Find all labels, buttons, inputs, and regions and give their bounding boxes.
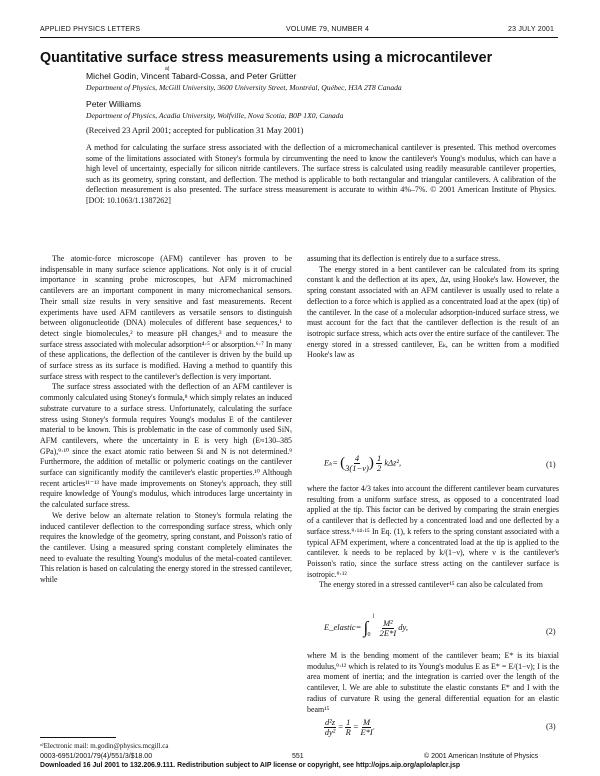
- left-column: [40, 254, 292, 586]
- right-paragraph-0: assuming that its deflection is entirely due to a surface stress.: [307, 254, 501, 263]
- footnote-email: ᵃ⁾Electronic mail: m.godin@physics.mcgill.ca: [40, 742, 169, 750]
- eq3-num3: M: [363, 717, 371, 727]
- eq3-den1: dy²: [324, 727, 336, 737]
- eq1-lhs: Eₖ=: [324, 457, 339, 468]
- affiliation-2: Department of Physics, Acadia University, Wolfville, Nova Scotia, B0P 1X0, Canada: [86, 111, 344, 120]
- equation-1: Eₖ= ( $\frac{4}{3(1-\nu)}$ ) $\frac{1}{2}$ kΔz²,: [324, 453, 402, 473]
- eq3-den2: R: [345, 727, 351, 737]
- right-paragraph-4: where M is the bending moment of the cantilever beam; E* is its biaxial modulus,⁹·¹² which is related to its Young's modulus E as E* = E/(1−ν); I is the area moment of inertia; and the integration is carried over the length of the cantilever, l. We are able to substitute the elastic constants E* and I with the radius of curvature R using the general differential equation for an elastic beam¹⁵: [307, 651, 559, 714]
- right-paragraph-2: where the factor 4/3 takes into account the different cantilever beam curvatures resulting from a uniform surface stress, as opposed to a concentrated load applied at the tip. This factor can be derived by comparing the strain energies of a cantilever that is deflected by a concentrated load and one deflected by a surface stress.⁹·¹⁴·¹⁵ In Eq. (1), k refers to the spring constant associated with a typical AFM experiment, where a concentrated load at the tip is applied to the cantilever. k needs to be replaced by k/(1−ν), where ν is the cantilever's Poisson's ratio, since the surface stress acting on the cantilever surface is isotropic.⁹·¹²: [307, 484, 559, 579]
- right-column-top: [307, 254, 559, 361]
- left-paragraph-2: The surface stress associated with the deflection of an AFM cantilever is commonly calculated using Stoney's formula,⁸ which simply relates an induced substrate curvature to a surface stress. Unfortunately, calculating the surface stress using Stoney's formula requires Young's modulus E of the cantilever material to be known. This is problematic in the case of commonly used SiNₓ AFM cantilevers, where the uncertainty in E is very high (E≈130–385 GPa),⁹·¹⁰ since the exact atomic ratio between Si and N is not determined.⁹ Furthermore, the addition of metallic or polymeric coatings on the cantilever surface can significantly modify the cantilever's elastic properties.¹⁰ Although recent articles¹¹⁻¹³ have made improvements on Stoney's approach, they still require knowledge of Young's modulus, which introduces large uncertainty in the calculated surface stress.: [40, 382, 292, 510]
- eq1-num2: 1: [376, 453, 382, 463]
- eq2-lower-limit: 0: [367, 632, 371, 638]
- eq2-num: M²: [383, 617, 393, 628]
- affiliation-1: Department of Physics, McGill University, 3600 University Street, Montréal, Québec, H3A 2T8 Canada: [86, 83, 402, 92]
- eq3-num2: 1: [346, 717, 351, 727]
- page-number: 551: [292, 753, 304, 760]
- equation-3: $\frac{\text{d²z}}{\text{dy²}}$ = $\frac{1}{R}$ = $\frac{M}{E*I}$ .: [324, 717, 375, 737]
- footer-code: 0003-6951/2001/79(4)/551/3/$18.00: [40, 753, 153, 760]
- equation-2-number: (2): [546, 627, 556, 636]
- right-paragraph-1: The energy stored in a bent cantilever can be calculated from its spring constant k and the deflection at its apex, Δz, using Hooke's law. However, the spring constant associated with an AFM cantilever is usually used to relate a deflection to a force which is applied as a concentrated load at the apex (tip) of the cantilever. In the case of a molecular adsorption-induced surface stress, we must account for the fact that the cantilever deflection is the result of an isotropic surface stress, which acts over the entire surface of the cantilever. The energy stored in a stressed cantilever, Eₖ, can be written from a modified Hooke's law as: [307, 264, 559, 360]
- eq1-den1: 3(1−ν): [345, 463, 369, 473]
- left-paragraph-1: The atomic-force microscope (AFM) cantilever has proven to be indispensable in many surface science applications. Not only is it of crucial importance in scanning probe microscopes, but AFM micromachined cantilevers are an important component in many micromechanical sensors. Their small size results in very sensitive and fast measurements. Recent experiments have used AFM cantilevers as versatile sensors to distinguish between oligonucleotide (DNA) molecules of different base sequences,¹ to detect single biomolecules,² to measure pH changes,³ and to measure the surface stress associated with molecular adsorption⁴·⁵ or absorption.⁶·⁷ In many of these applications, the deflection of the cantilever is driven by the build up of surface stress as its surface is modified. Having a method to quantify this surface stress with respect to the cantilever's deflection is very important.: [40, 254, 292, 381]
- right-paragraph-3: The energy stored in a stressed cantilever¹⁵ can also be calculated from: [319, 580, 543, 590]
- eq2-integral: ∫: [363, 618, 369, 637]
- issue-date: 23 JULY 2001: [508, 26, 555, 33]
- equation-1-number: (1): [546, 460, 556, 469]
- equation-2: [324, 614, 408, 638]
- received-dates: (Received 23 April 2001; accepted for publication 31 May 2001): [86, 126, 304, 135]
- eq1-den2: 2: [376, 463, 382, 473]
- eq3-den3: E*I: [360, 727, 373, 737]
- header-rule: [40, 37, 558, 38]
- left-paragraph-3: We derive below an alternate relation to Stoney's formula relating the induced cantilever deflection to the corresponding surface stress, which only requires the knowledge of the geometry, spring constant, and Poisson's ratio of the cantilever. Using a measured spring constant completely eliminates the need to evaluate the resulting Young's modulus of the metal-coated cantilever. This relation is based on calculating the energy stored in the stressed cantilever, while: [40, 510, 292, 585]
- paper-title: Quantitative surface stress measurements using a microcantilever: [40, 50, 493, 66]
- eq2-tail: dy,: [398, 621, 408, 632]
- eq3-num1: d²z: [325, 717, 336, 727]
- eq2-lhs: E_elastic=: [324, 621, 362, 632]
- download-notice: Downloaded 16 Jul 2001 to 132.206.9.111. Redistribution subject to AIP license or copyright, see http://ojps.aip.org/aplo/aplcr.jsp: [40, 762, 461, 769]
- authors-group-1: Michel Godin, Vincent Tabard-Cossa, and Peter Grütter a): [86, 66, 297, 81]
- eq1-num1: 4: [354, 453, 360, 463]
- authors-2: Peter Williams: [86, 99, 141, 109]
- eq2-upper-limit: l: [372, 614, 375, 620]
- equation-3-number: (3): [546, 722, 556, 731]
- footer-copyright: © 2001 American Institute of Physics: [424, 753, 539, 760]
- right-column-mid: [307, 484, 559, 591]
- journal-name: APPLIED PHYSICS LETTERS: [40, 26, 141, 33]
- eq2-den: 2E*I: [379, 627, 397, 638]
- journal-volume: VOLUME 79, NUMBER 4: [286, 26, 370, 33]
- eq1-tail: kΔz²,: [384, 457, 402, 468]
- right-column-bottom: [307, 651, 559, 715]
- footnote-rule: [40, 737, 116, 738]
- abstract: A method for calculating the surface stress associated with the deflection of a micromechanical cantilever is presented. This method overcomes some of the limitations associated with Stoney's formula by circumventing the need to know the cantilever's Young's modulus, which can have a high level of uncertainty, especially for silicon nitride cantilevers. The surface stress is calculated using readily measurable cantilever properties, such as its geometry, spring constant, and deflection. The method is applicable to both rectangular and triangular cantilevers. A calibration of the deflection measurement is also presented. The surface stress measurement is accurate to within 4%–7%. © 2001 American Institute of Physics. [DOI: 10.1063/1.1387262]: [86, 143, 556, 205]
- authors-1: Michel Godin, Vincent Tabard-Cossa, and Peter Grütter: [86, 71, 297, 81]
